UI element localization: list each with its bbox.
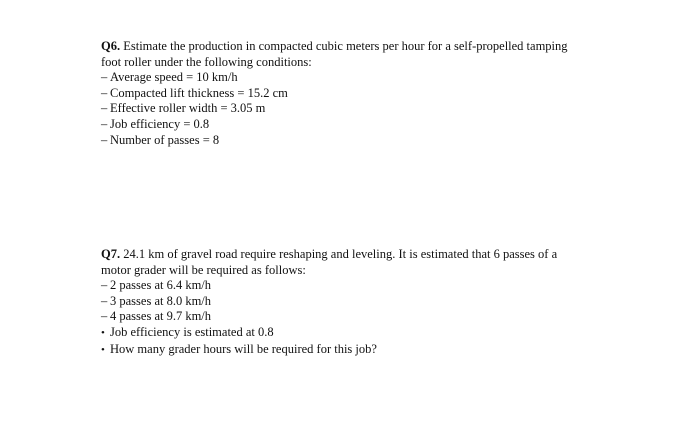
- pass-item: [101, 294, 571, 310]
- bullet-text: How many grader hours will be required for this job?: [110, 341, 377, 356]
- pass-item: [101, 309, 571, 325]
- condition-text: Average speed = 10 km/h: [110, 70, 238, 85]
- bullet-item: [101, 325, 571, 342]
- question-6-number: Q6.: [101, 39, 121, 53]
- condition-text: Number of passes = 8: [110, 132, 220, 147]
- question-7-prompt: 24.1 km of gravel road require reshaping and leveling. It is estimated that 6 passes of a motor grader will be required as follows:: [101, 247, 558, 277]
- question-7-header: [101, 247, 571, 278]
- dash-marker: –: [101, 309, 108, 324]
- pass-text: 3 passes at 8.0 km/h: [110, 293, 212, 308]
- question-6: [101, 39, 571, 148]
- condition-text: Job efficiency = 0.8: [110, 116, 210, 131]
- dash-marker: –: [101, 293, 108, 308]
- pass-item: [101, 278, 571, 294]
- question-7-number: Q7.: [101, 247, 121, 261]
- dash-marker: –: [101, 85, 108, 100]
- condition-text: Compacted lift thickness = 15.2 cm: [110, 85, 288, 100]
- question-7-bullets: [101, 325, 571, 358]
- condition-item: [101, 101, 571, 117]
- dash-marker: –: [101, 70, 108, 85]
- pass-text: 2 passes at 6.4 km/h: [110, 278, 212, 293]
- dash-marker: –: [101, 101, 108, 116]
- question-6-conditions: [101, 70, 571, 148]
- bullet-icon: •: [101, 326, 105, 339]
- question-7-passes: [101, 278, 571, 325]
- question-6-header: [101, 39, 571, 70]
- condition-text: Effective roller width = 3.05 m: [110, 101, 266, 116]
- pass-text: 4 passes at 9.7 km/h: [110, 309, 212, 324]
- question-6-prompt: Estimate the production in compacted cubic meters per hour for a self-propelled tamping foot roller under the following conditions:: [101, 39, 568, 69]
- dash-marker: –: [101, 116, 108, 131]
- bullet-icon: •: [101, 343, 105, 356]
- condition-item: [101, 70, 571, 86]
- dash-marker: –: [101, 278, 108, 293]
- bullet-text: Job efficiency is estimated at 0.8: [110, 324, 274, 339]
- bullet-item: [101, 342, 571, 359]
- condition-item: [101, 133, 571, 149]
- condition-item: [101, 86, 571, 102]
- condition-item: [101, 117, 571, 133]
- dash-marker: –: [101, 132, 108, 147]
- question-7: [101, 247, 571, 358]
